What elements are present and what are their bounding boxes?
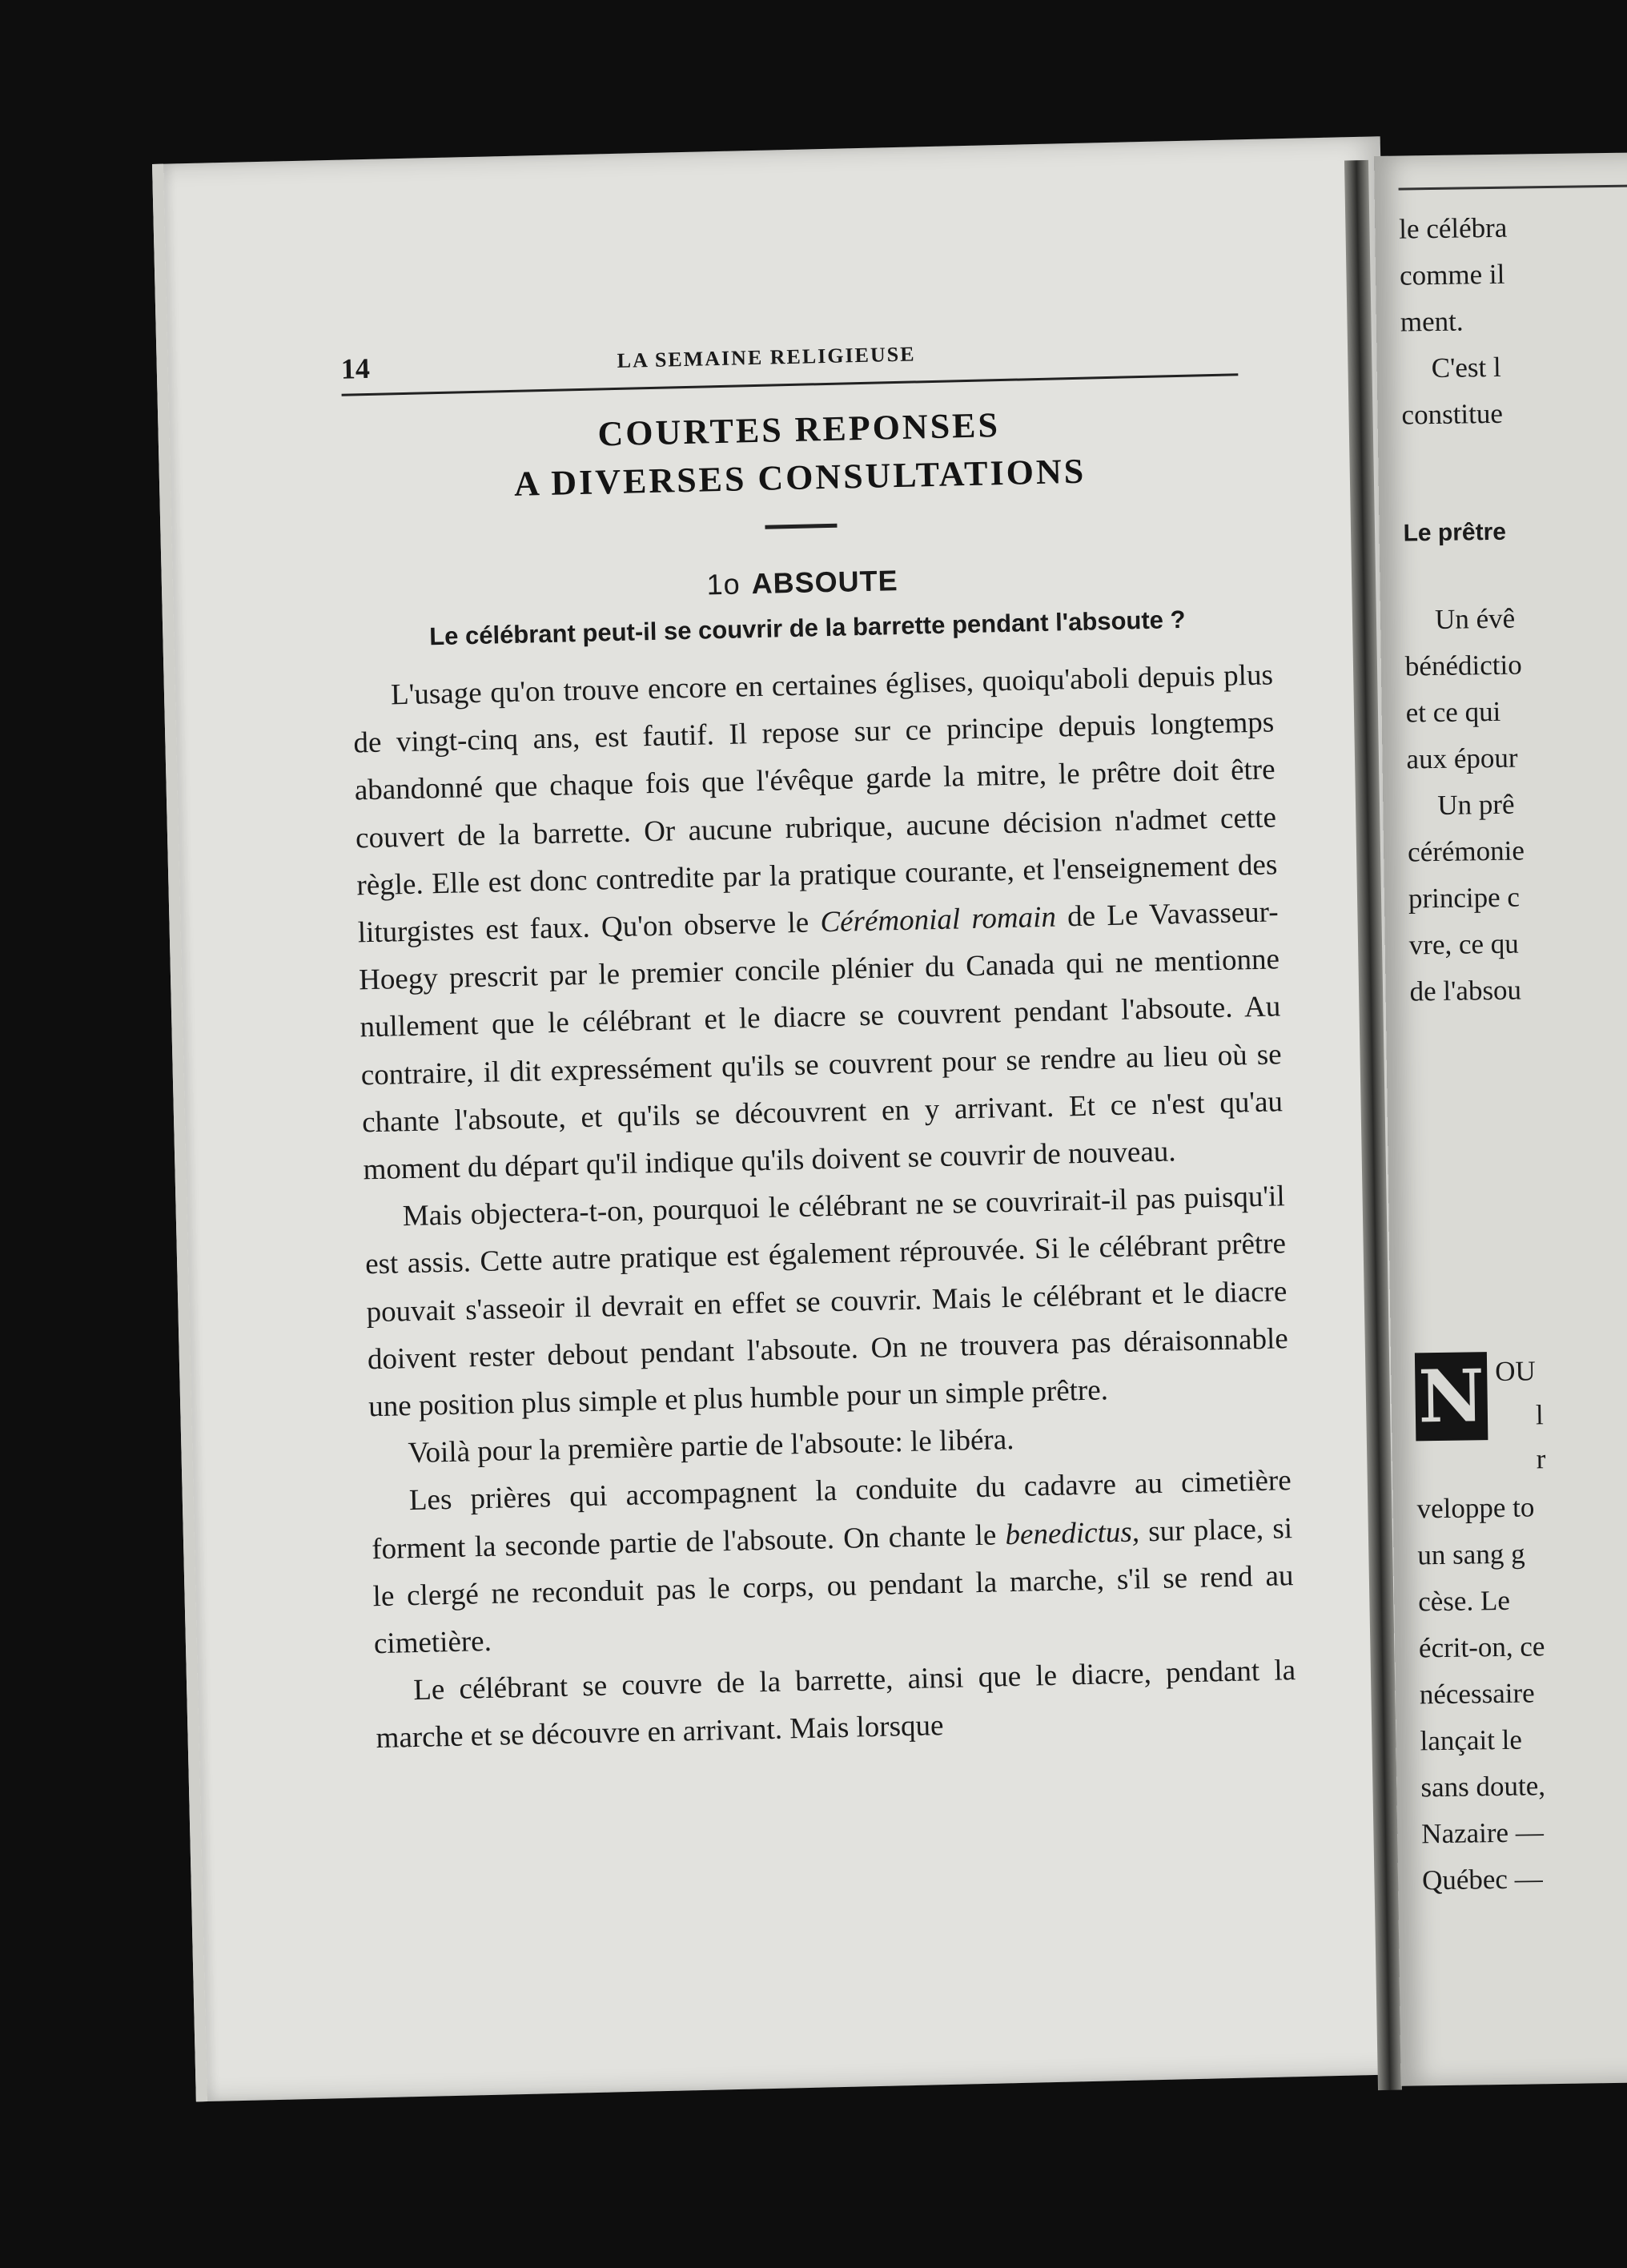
- right-line: sans doute,: [1420, 1770, 1546, 1804]
- right-line: aux épour: [1406, 742, 1518, 775]
- right-line: Un prê: [1437, 788, 1515, 821]
- article-title: [398, 396, 1201, 537]
- section-title: ABSOUTE: [751, 564, 899, 601]
- title-line-1: COURTES REPONSES: [597, 405, 1001, 454]
- right-line: comme il: [1399, 258, 1505, 292]
- right-header-rule: [1399, 184, 1627, 190]
- paragraph: Voilà pour la première partie de l'absoute: le libéra.: [408, 1423, 1014, 1470]
- right-line: de l'absou: [1409, 974, 1522, 1007]
- right-line: C'est l: [1431, 351, 1501, 384]
- right-page: [1374, 152, 1627, 2085]
- paragraph-text: L'usage qu'on trouve encore en certaines églises, quoiqu'aboli depuis plus de vingt-cinq ans, est fautif. Il repose sur ce principe depuis longtemps abandonné que chaque fois que l'évêque garde la mitre, le prêtre doit être couvert de la barrette. Or aucune rubrique, aucune décision n'admet cette règle. Elle est donc contredite par la pratique courante, et l'enseignement des liturgistes est faux. Qu'on observe le: [353, 658, 1278, 950]
- paragraph: [370, 1458, 1295, 1668]
- drop-cap: N: [1415, 1352, 1488, 1441]
- body-text: [352, 651, 1297, 1762]
- title-line-2: A DIVERSES CONSULTATIONS: [513, 451, 1087, 504]
- page-header: [340, 332, 1238, 400]
- section-number: 1o: [706, 567, 741, 601]
- section-question: Le célébrant peut-il se couvrir de la barrette pendant l'absoute ?: [428, 605, 1186, 651]
- right-line: le célébra: [1399, 211, 1508, 245]
- italic-title: Cérémonial romain: [819, 900, 1057, 939]
- right-line: Nazaire —: [1420, 1816, 1545, 1850]
- right-line: veloppe to: [1416, 1491, 1535, 1525]
- right-line: nécessaire: [1419, 1677, 1535, 1711]
- right-line: l: [1535, 1399, 1544, 1431]
- right-line: Le prêtre: [1403, 518, 1507, 547]
- right-line: bénédictio: [1404, 649, 1522, 682]
- right-line: lançait le: [1420, 1723, 1523, 1757]
- right-line: et ce qui: [1405, 695, 1501, 729]
- header-rule: [342, 373, 1239, 396]
- section-heading: [402, 557, 1203, 609]
- right-line: cérémonie: [1407, 834, 1525, 868]
- right-line: Un évê: [1434, 602, 1516, 635]
- right-page-text: [1398, 152, 1627, 1896]
- running-head: LA SEMAINE RELIGIEUSE: [617, 342, 916, 372]
- right-line: écrit-on, ce: [1418, 1631, 1545, 1664]
- paragraph: Mais objectera-t-on, pourquoi le célébrant ne se couvrirait-il pas puisqu'il est assis. Cette autre pratique est également réprouvée. Si le célébrant prêtre pouvait s'asseoir il devrait en effet se couvrir. Mais le célébrant et le diacre doivent rester debout pendant l'absoute. On ne trouvera pas déraisonnable une position plus simple et plus humble pour un simple prêtre.: [364, 1180, 1289, 1424]
- paragraph-text: Les prières qui accompagnent la conduite du cadavre au cimetière forment la seconde partie de l'absoute. On chante le: [371, 1464, 1292, 1566]
- right-line: ment.: [1400, 305, 1464, 338]
- right-line: principe c: [1408, 881, 1521, 915]
- paragraph-text: de Le Vavasseur-Hoegy prescrit par le premier concile plénier du Canada qui ne mentionne nullement que le célébrant et le diacre se couvrent pendant l'absoute. Au contraire, il dit expressément qu'ils se couvrent pour se rendre au lieu où se chante l'absoute, et qu'ils se découvrent en y arrivant. Et ce n'est qu'au moment du départ qu'il indique qu'ils doivent se couvrir de nouveau.: [358, 895, 1284, 1187]
- right-line: OU: [1494, 1355, 1537, 1388]
- title-rule: [765, 524, 837, 529]
- italic-word: benedictus,: [1005, 1515, 1140, 1551]
- paragraph-text: sur place, si le clergé ne reconduit pas le corps, ou pendant la marche, s'il se rend au cimetière.: [372, 1511, 1294, 1661]
- right-line: Québec —: [1421, 1863, 1543, 1896]
- left-page-content: [152, 137, 1413, 2102]
- right-line: r: [1536, 1443, 1546, 1475]
- right-line: cèse. Le: [1417, 1584, 1511, 1618]
- right-line: constitue: [1401, 397, 1504, 431]
- paragraph: Le célébrant se couvre de la barrette, ainsi que le diacre, pendant la marche et se découvre en arrivant. Mais lorsque: [376, 1654, 1296, 1755]
- right-line: un sang g: [1417, 1538, 1525, 1571]
- paragraph: [352, 651, 1284, 1193]
- right-line: vre, ce qu: [1408, 927, 1520, 961]
- page-number: 14: [340, 352, 371, 385]
